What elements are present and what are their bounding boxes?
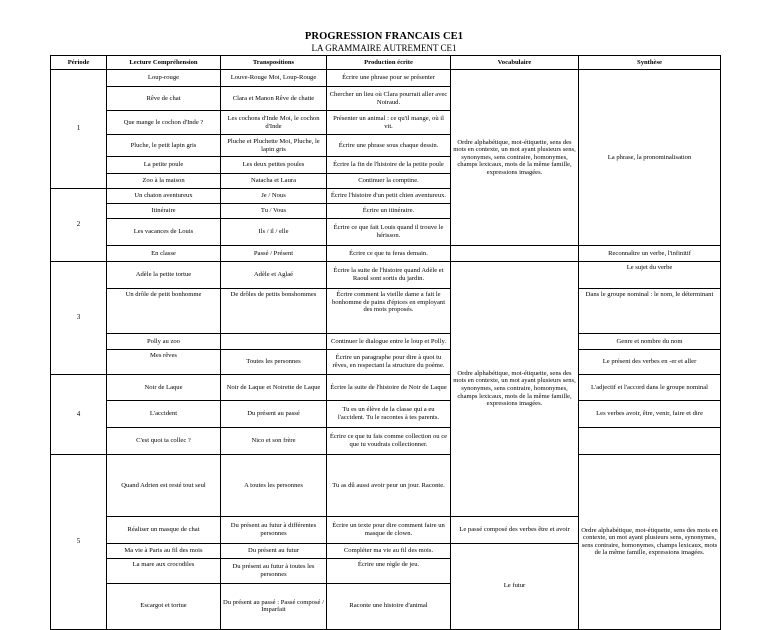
page-subtitle: LA GRAMMAIRE AUTREMENT CE1 bbox=[311, 43, 457, 53]
lecture-cell: Mes rêves bbox=[107, 350, 221, 375]
transposition-cell: De drôles de petits bonshommes bbox=[221, 289, 327, 334]
lecture-cell: Un chaton aventureux bbox=[107, 189, 221, 204]
production-cell: Écrire ce que tu feras demain. bbox=[327, 246, 451, 262]
lecture-cell: La mare aux crocodiles bbox=[107, 558, 221, 583]
header-vocabulaire: Vocabulaire bbox=[451, 56, 579, 70]
header-periode: Période bbox=[51, 56, 107, 70]
table-row bbox=[51, 289, 721, 334]
transposition-cell: Les cochons d'Inde Moi, le cochon d'Inde bbox=[221, 111, 327, 135]
transposition-cell: Toutes les personnes bbox=[221, 350, 327, 375]
transposition-cell: Les deux petites poules bbox=[221, 157, 327, 174]
production-cell: Continuer le dialogue entre le loup et Polly. bbox=[327, 334, 451, 350]
synthese-cell bbox=[579, 428, 721, 455]
table-row bbox=[51, 70, 721, 87]
table-row bbox=[51, 262, 721, 289]
table-row bbox=[51, 428, 721, 455]
production-cell: Écrire ce que tu fais comme collection ou ce que tu voudrais collectionner. bbox=[327, 428, 451, 455]
lecture-cell: Ma vie à Paris au fil des mois bbox=[107, 543, 221, 558]
synthese-cell: Le passé composé des verbes être et avoir bbox=[451, 516, 579, 543]
production-cell: Écrire un paragraphe pour dire à quoi tu rêves, en respectant la structure du poème. bbox=[327, 350, 451, 375]
vocabulaire-cell bbox=[451, 246, 579, 262]
transposition-cell: Passé / Présent bbox=[221, 246, 327, 262]
table-row bbox=[51, 375, 721, 401]
header-row bbox=[51, 56, 721, 70]
header-synthese: Synthèse bbox=[579, 56, 721, 70]
synthese-cell: La phrase, la pronominalisation bbox=[579, 70, 721, 246]
lecture-cell: L'accident bbox=[107, 401, 221, 428]
transposition-cell: Nico et son frère bbox=[221, 428, 327, 455]
lecture-cell: Adèle la petite tortue bbox=[107, 262, 221, 289]
transposition-cell: A toutes les personnes bbox=[221, 455, 327, 517]
lecture-cell: En classe bbox=[107, 246, 221, 262]
production-cell: Écrire la fin de l'histoire de la petite poule bbox=[327, 157, 451, 174]
transposition-cell: Du présent au passé : Passé composé / Imparfait bbox=[221, 583, 327, 629]
header-transpositions: Transpositions bbox=[221, 56, 327, 70]
page-title: PROGRESSION FRANCAIS CE1 bbox=[304, 31, 464, 42]
header-lecture: Lecture Compréhension bbox=[107, 56, 221, 70]
period-cell: 3 bbox=[51, 262, 107, 375]
lecture-cell: Itinéraire bbox=[107, 204, 221, 219]
synthese-cell: Le présent des verbes en -er et aller bbox=[579, 350, 721, 375]
production-cell: Écrire la suite de l'histoire quand Adèle et Raoul sont sortis du jardin. bbox=[327, 262, 451, 289]
transposition-cell: Du présent au futur à toutes les personnes bbox=[221, 558, 327, 583]
lecture-cell: Un drôle de petit bonhomme bbox=[107, 289, 221, 334]
table-row bbox=[51, 401, 721, 428]
lecture-cell: Les vacances de Louis bbox=[107, 219, 221, 246]
transposition-cell bbox=[221, 334, 327, 350]
synthese-cell: L'adjectif et l'accord dans le groupe nominal bbox=[579, 375, 721, 401]
table-row bbox=[51, 350, 721, 375]
vocabulaire-cell: Ordre alphabétique, mot-étiquette, sens des mots en contexte, un mot ayant plusieurs sens, synonymes, sens contraire, homonymes, champs lexicaux, mots de la même famille, expressions imagées. bbox=[579, 455, 721, 630]
lecture-cell: Réaliser un masque de chat bbox=[107, 516, 221, 543]
production-cell: Écrire une phrase pour se présenter bbox=[327, 70, 451, 87]
production-cell: Continuer la comptine. bbox=[327, 174, 451, 189]
transposition-cell: Du présent au passé bbox=[221, 401, 327, 428]
table-row bbox=[51, 334, 721, 350]
period-cell: 2 bbox=[51, 189, 107, 262]
production-cell: Écrire un texte pour dire comment faire un masque de clown. bbox=[327, 516, 451, 543]
vocabulaire-cell: Ordre alphabétique, mot-étiquette, sens des mots en contexte, un mot ayant plusieurs sens, synonymes, sens contraire, homonymes, champs lexicaux, mots de la même famille, expressions imagées. bbox=[451, 262, 579, 517]
transposition-cell: Je / Nous bbox=[221, 189, 327, 204]
production-cell: Tu es un élève de la classe qui a eu l'accident. Tu le racontes à tes parents. bbox=[327, 401, 451, 428]
header-production: Production écrite bbox=[327, 56, 451, 70]
transposition-cell: Adèle et Aglaé bbox=[221, 262, 327, 289]
lecture-cell: La petite poule bbox=[107, 157, 221, 174]
synthese-cell: Reconnaître un verbe, l'infinitif bbox=[579, 246, 721, 262]
production-cell: Compléter ma vie au fil des mois. bbox=[327, 543, 451, 558]
production-cell: Présenter un animal : ce qu'il mange, où il vit. bbox=[327, 111, 451, 135]
transposition-cell: Du présent au futur à différentes personnes bbox=[221, 516, 327, 543]
lecture-cell: Zoo à la maison bbox=[107, 174, 221, 189]
period-cell: 1 bbox=[51, 70, 107, 189]
lecture-cell: Noir de Laque bbox=[107, 375, 221, 401]
production-cell: Écrire l'histoire d'un petit chien aventureux. bbox=[327, 189, 451, 204]
transposition-cell: Natacha et Laura bbox=[221, 174, 327, 189]
vocabulaire-cell: Ordre alphabétique, mot-étiquette, sens des mots en contexte, un mot ayant plusieurs sens, synonymes, sens contraire, homonymes, champs lexicaux, mots de la même famille, expressions imagées. bbox=[451, 70, 579, 246]
lecture-cell: Quand Adrien est resté tout seul bbox=[107, 455, 221, 517]
lecture-cell: Rêve de chat bbox=[107, 87, 221, 111]
production-cell: Raconte une histoire d'animal bbox=[327, 583, 451, 629]
transposition-cell: Noir de Laque et Noirette de Laque bbox=[221, 375, 327, 401]
lecture-cell: Loup-rouge bbox=[107, 70, 221, 87]
transposition-cell: Louve-Rouge Moi, Loup-Rouge bbox=[221, 70, 327, 87]
synthese-cell: Les verbes avoir, être, venir, faire et dire bbox=[579, 401, 721, 428]
transposition-cell: Ils / il / elle bbox=[221, 219, 327, 246]
synthese-cell: Dans le groupe nominal : le nom, le déterminant bbox=[579, 289, 721, 334]
table-row bbox=[51, 455, 721, 517]
transposition-cell: Pluche et Pluchette Moi, Pluche, le lapin gris bbox=[221, 135, 327, 157]
transposition-cell: Du présent au futur bbox=[221, 543, 327, 558]
production-cell: Tu as dû aussi avoir peur un jour. Raconte. bbox=[327, 455, 451, 517]
synthese-cell: Genre et nombre du nom bbox=[579, 334, 721, 350]
production-cell: Écrire une phrase sous chaque dessin. bbox=[327, 135, 451, 157]
table-row bbox=[51, 246, 721, 262]
synthese-cell: Le futur bbox=[451, 543, 579, 629]
production-cell: Chercher un lieu où Clara pourrait aller avec Noiraud. bbox=[327, 87, 451, 111]
period-cell: 5 bbox=[51, 455, 107, 630]
production-cell: Écrire un itinéraire. bbox=[327, 204, 451, 219]
period-cell: 4 bbox=[51, 375, 107, 455]
production-cell: Écrire comment la vieille dame a fait le bonhomme de pains d'épices en employant des mots proposés. bbox=[327, 289, 451, 334]
synthese-cell: Le sujet du verbe bbox=[579, 262, 721, 289]
production-cell: Écrire une règle de jeu. bbox=[327, 558, 451, 583]
transposition-cell: Clara et Manon Rêve de chatte bbox=[221, 87, 327, 111]
production-cell: Écrire ce que fait Louis quand il trouve le hérisson. bbox=[327, 219, 451, 246]
transposition-cell: Tu / Vous bbox=[221, 204, 327, 219]
lecture-cell: Polly au zoo bbox=[107, 334, 221, 350]
lecture-cell: Que mange le cochon d'Inde ? bbox=[107, 111, 221, 135]
production-cell: Écrire la suite de l'histoire de Noir de Laque bbox=[327, 375, 451, 401]
progression-table bbox=[50, 55, 721, 630]
lecture-cell: C'est quoi ta collec ? bbox=[107, 428, 221, 455]
lecture-cell: Escargot et tortue bbox=[107, 583, 221, 629]
lecture-cell: Pluche, le petit lapin gris bbox=[107, 135, 221, 157]
